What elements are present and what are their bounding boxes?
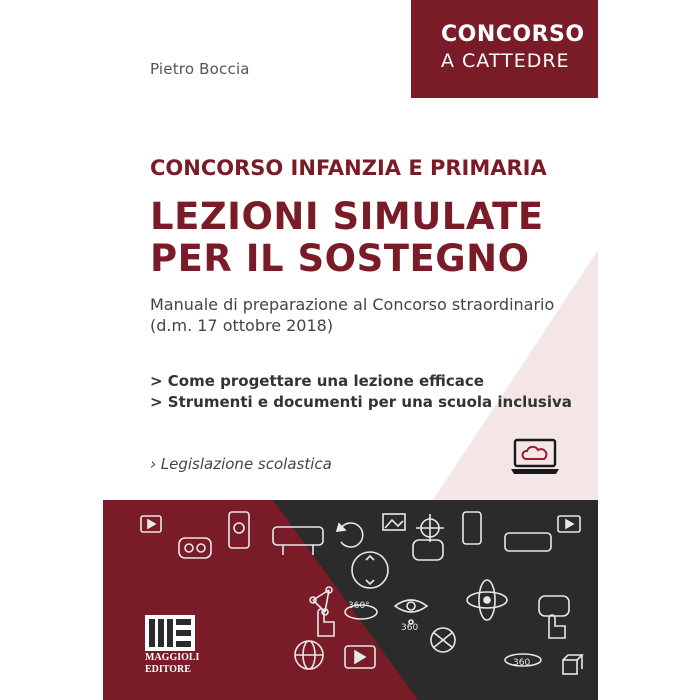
book-supertitle: CONCORSO INFANZIA E PRIMARIA (150, 156, 547, 180)
series-line1: CONCORSO (441, 22, 585, 47)
publisher-logo (145, 615, 205, 675)
author-name: Pietro Boccia (150, 60, 250, 78)
svg-text:360: 360 (513, 658, 531, 668)
subtitle-line2: (d.m. 17 ottobre 2018) (150, 316, 334, 335)
title-line1: LEZIONI SIMULATE (150, 195, 544, 238)
series-badge (411, 0, 598, 98)
series-line2: A CATTEDRE (441, 50, 570, 72)
publisher-subname: EDITORE (145, 664, 191, 675)
feature-item: > Come progettare una lezione efficace (150, 372, 484, 390)
title-line2: PER IL SOSTEGNO (150, 237, 530, 280)
svg-text:360°: 360° (348, 601, 370, 611)
legislation-note: › Legislazione scolastica (150, 455, 332, 473)
book-cover (103, 0, 598, 700)
cover-background (103, 0, 598, 700)
svg-text:360: 360 (401, 623, 419, 633)
book-title (150, 196, 544, 280)
maggioli-logo-icon (145, 615, 195, 651)
laptop-cloud-icon (508, 437, 562, 477)
feature-list (150, 371, 572, 413)
publisher-name: MAGGIOLI (145, 652, 200, 663)
subtitle-line1: Manuale di preparazione al Concorso straordinario (150, 295, 555, 314)
book-subtitle (150, 294, 554, 336)
feature-item: > Strumenti e documenti per una scuola inclusiva (150, 393, 572, 411)
